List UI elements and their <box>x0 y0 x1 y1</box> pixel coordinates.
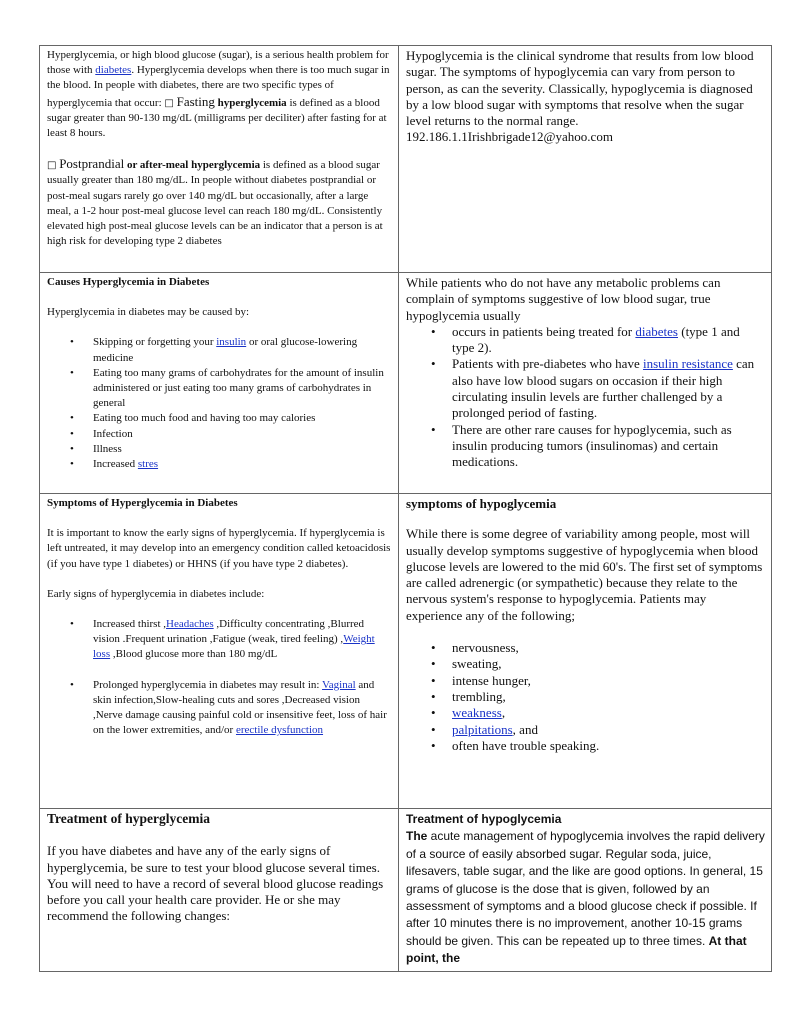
list-item: • Patients with pre-diabetes who have insulin resistance can also have low blood sugars on occasion if their high circulating insulin levels are further challenged by a prolonged period of fasting. <box>406 356 765 421</box>
postprandial-label: Postprandial <box>59 156 125 172</box>
list-item: • intense hunger, <box>406 673 765 689</box>
table-row <box>40 46 772 273</box>
causes-hyperglycemia-cell <box>40 273 399 494</box>
palpitations-link[interactable]: palpitations <box>452 721 513 737</box>
true-hypoglycemia-cell <box>399 273 772 494</box>
list-item: • Increased thirst ,Headaches ,Difficulty concentrating ,Blurred vision .Frequent urination ,Fatigue (weak, tired feeling) ,Weight loss ,Blood glucose more than 180 mg/dL <box>47 617 392 663</box>
treatment-hyper-title: Treatment of hyperglycemia <box>47 811 210 826</box>
list-item: • Prolonged hyperglycemia in diabetes may result in: Vaginal and skin infection,Slow-healing cuts and sores ,Decreased vision ,Nerve damage causing painful cold or insensitive feet, loss of hair on the lower extremities, and/or erectile dysfunction <box>47 678 392 739</box>
symptoms-hyper-p2: Early signs of hyperglycemia in diabetes include: <box>47 587 265 600</box>
weight-loss-link[interactable]: Weight loss <box>93 633 375 661</box>
diabetes-link[interactable]: diabetes <box>635 323 678 339</box>
table-row <box>40 809 772 972</box>
weakness-link[interactable]: weakness <box>452 705 502 721</box>
insulin-link[interactable]: insulin <box>216 336 247 349</box>
list-item: • nervousness, <box>406 640 765 656</box>
symptoms-hypo-title: symptoms of hypoglycemia <box>406 496 557 511</box>
list-item: • sweating, <box>406 656 765 672</box>
causes-intro: Hyperglycemia in diabetes may be caused by: <box>47 306 250 319</box>
true-hypoglycemia-list <box>406 324 765 471</box>
treatment-hypo-p1: The acute management of hypoglycemia involves the rapid delivery of a source of easily absorbed sugar. Regular soda, juice, lifesavers, table sugar, and the like are good options. In general, 15 grams of glucose is the dose that is given, followed by an assessment of symptoms and a blood glucose check if possible. If after 10 minutes there is no improvement, another 10-15 grams should be given. This can be repeated up to three times. At that point, the <box>406 829 765 966</box>
hypoglycemia-definition: Hypoglycemia is the clinical syndrome that results from low blood sugar. The symptoms of hypoglycemia can vary from person to person, as can the severity. Classically, hypoglycemia is diagnosed by a low blood sugar with symptoms that resolve when the sugar level returns to the normal range. 192.186.1.1Irishbrigade12@yahoo.com <box>406 48 754 145</box>
vaginal-link[interactable]: Vaginal <box>322 678 356 691</box>
list-item: • often have trouble speaking. <box>406 738 765 754</box>
causes-list <box>47 335 392 472</box>
stress-link[interactable]: stres <box>137 458 159 471</box>
list-item: • trembling, <box>406 689 765 705</box>
list-item: • There are other rare causes for hypoglycemia, such as insulin producing tumors (insulinomas) and certain medications. <box>406 422 765 471</box>
hyperglycemia-intro-cell <box>40 46 399 273</box>
fasting-label: Fasting <box>176 93 215 109</box>
list-item: • palpitations, and <box>406 722 765 738</box>
list-item: • Eating too much food and having too may calories <box>47 411 392 426</box>
early-signs-list <box>47 617 392 663</box>
table-row <box>40 494 772 809</box>
list-item: • weakness, <box>406 705 765 721</box>
diabetes-link[interactable]: diabetes <box>95 64 132 77</box>
prolonged-list <box>47 678 392 739</box>
treatment-hypoglycemia-cell <box>399 809 772 972</box>
list-item: • Infection <box>47 427 392 442</box>
list-item: • Skipping or forgetting your insulin or oral glucose-lowering medicine <box>47 335 392 365</box>
headaches-link[interactable]: Headaches <box>166 618 214 631</box>
list-item: • Illness <box>47 442 392 457</box>
treatment-hyper-p1: If you have diabetes and have any of the early signs of hyperglycemia, be sure to test your blood glucose several times. You will need to have a record of several blood glucose readings before you call your health care provider. He or she may recommend the following changes: <box>47 843 384 924</box>
hyperglycemia-definition: Hyperglycemia, or high blood glucose (sugar), is a serious health problem for those with diabetes. Hyperglycemia develops when there is too much sugar in the blood. In people with diabetes, there are two specific types of hyperglycemia that occur: □ Fasting hyperglycemia is defined as a blood sugar greater than 90-130 mg/dL (milligrams per deciliter) after fasting for at least 8 hours. <box>47 49 390 140</box>
symptoms-hyperglycemia-cell <box>40 494 399 809</box>
list-item: • Increased stres <box>47 457 392 472</box>
treatment-hypo-title: Treatment of hypoglycemia <box>406 812 562 826</box>
causes-title: Causes Hyperglycemia in Diabetes <box>47 276 210 288</box>
checkbox-glyph-icon: □ <box>47 160 57 172</box>
symptoms-hypo-p1: While there is some degree of variability among people, most will usually develop symptoms suggestive of hypoglycemia when blood glucose levels are lowered to the mid 60's. The first set of symptoms are called adrenergic (or sympathetic) because they relate to the nervous system's response to hypoglycemia. Patients may experience any of the following; <box>406 526 763 623</box>
symptoms-hypoglycemia-cell <box>399 494 772 809</box>
hypo-symptoms-list <box>406 640 765 754</box>
true-hypoglycemia-intro: While patients who do not have any metabolic problems can complain of symptoms suggestive of low blood sugar, true hypoglycemia usually <box>406 275 721 323</box>
list-item: • Eating too many grams of carbohydrates for the amount of insulin administered or just eating too many grams of carbohydrates in general <box>47 366 392 412</box>
erectile-dysfunction-link[interactable]: erectile dysfunction <box>235 724 324 737</box>
symptoms-hyper-p1: It is important to know the early signs of hyperglycemia. If hyperglycemia is left untreated, it may develop into an emergency condition called ketoacidosis (if you have type 1 diabetes) or HHNS (if you have type 2 diabetes). <box>47 527 391 570</box>
postprandial-definition: □ Postprandial or after-meal hyperglycemia is defined as a blood sugar usually greater than 180 mg/dL. In people without diabetes postprandial or post-meal sugars rarely go over 140 mg/dL but occasionally, after a large meal, a 1-2 hour post-meal glucose level can reach 180 mg/dL. Consistently elevated high post-meal glucose levels can be an indicator that a person is at high risk for developing type 2 diabetes <box>47 156 383 248</box>
hypoglycemia-intro-cell <box>399 46 772 273</box>
table-row <box>40 273 772 494</box>
content-table <box>39 45 772 972</box>
treatment-hyperglycemia-cell <box>40 809 399 972</box>
checkbox-glyph-icon: □ <box>164 97 174 109</box>
list-item: • occurs in patients being treated for diabetes (type 1 and type 2). <box>406 324 765 357</box>
symptoms-hyper-title: Symptoms of Hyperglycemia in Diabetes <box>47 497 238 509</box>
insulin-resistance-link[interactable]: insulin resistance <box>642 356 733 372</box>
